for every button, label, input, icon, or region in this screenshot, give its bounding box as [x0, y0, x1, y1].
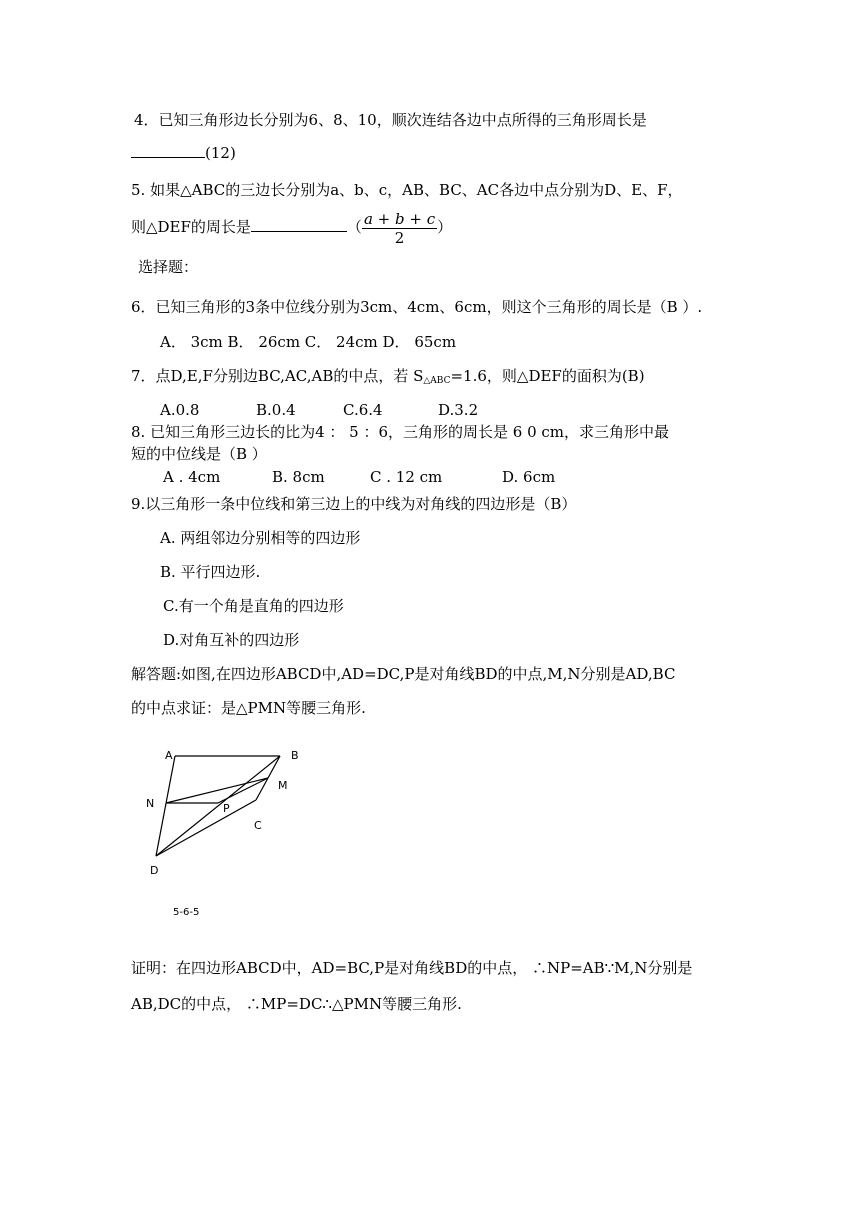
q7-option-d: D.3.2: [438, 401, 479, 419]
q5-fraction: [362, 210, 437, 247]
q8-option-b: B. 8cm: [272, 468, 325, 486]
q5-paren-close: ）: [437, 218, 453, 236]
proof-line2: AB,DC的中点， ∴MP=DC∴△PMN等腰三角形.: [131, 995, 462, 1013]
q9-stem: 9.以三角形一条中位线和第三边上的中线为对角线的四边形是（B）: [131, 495, 577, 513]
q7-option-c: C.6.4: [343, 401, 383, 419]
q4-answer-blank: [131, 143, 205, 158]
q9-option-a: A. 两组邻边分别相等的四边形: [160, 529, 361, 547]
q8-option-a: A . 4cm: [163, 468, 221, 486]
q5-frac-numerator: a + b + c: [363, 209, 436, 228]
figure-caption: 5-6-5: [173, 907, 200, 918]
proof-line1: 证明：在四边形ABCD中，AD=BC,P是对角线BD的中点， ∴NP=AB∵M,N分别是: [131, 959, 693, 977]
q9-option-d: D.对角互补的四边形: [163, 631, 300, 649]
q4-line1: 4．已知三角形边长分别为6、8、10，顺次连结各边中点所得的三角形周长是: [134, 111, 647, 129]
q7-stem-subscript: △ABC: [423, 376, 451, 386]
label-n: N: [146, 797, 155, 810]
q8-line2: 短的中位线是（B ）: [131, 445, 267, 463]
q6-options: A． 3cm B． 26cm C． 24cm D． 65cm: [160, 333, 457, 351]
label-c: C: [254, 819, 262, 832]
q8-line1: 8. 已知三角形三边长的比为4 ： 5 ：6，三角形的周长是 6 0 cm，求三角形中最: [131, 423, 670, 441]
q7-option-b: B.0.4: [256, 401, 296, 419]
q5-line2-prefix: 则△DEF的周长是: [131, 218, 251, 236]
q5-paren-open: （: [346, 218, 362, 236]
label-a: A: [165, 749, 173, 762]
q7-stem: [131, 366, 645, 391]
q8-option-c: C . 12 cm: [370, 468, 443, 486]
q9-option-b: B. 平行四边形.: [160, 563, 261, 581]
segment-nm: [166, 778, 268, 803]
quadrilateral-figure: [140, 745, 340, 885]
section-choice-heading: 选择题：: [138, 258, 199, 276]
q7-stem-a: 7．点D,E,F分别边BC,AC,AB的中点，若 S: [131, 367, 424, 385]
q4-answer: (12): [205, 144, 236, 162]
label-d: D: [150, 864, 159, 877]
label-p: P: [223, 802, 230, 815]
q7-option-a: A.0.8: [160, 401, 200, 419]
label-m: M: [278, 779, 288, 792]
label-b: B: [291, 749, 299, 762]
q7-stem-b: =1.6，则△DEF的面积为(B): [450, 367, 645, 385]
solve-line2: 的中点求证：是△PMN等腰三角形.: [131, 699, 366, 717]
q9-option-c: C.有一个角是直角的四边形: [163, 597, 344, 615]
q5-line1: 5. 如果△ABC的三边长分别为a、b、c，AB、BC、AC各边中点分别为D、E、F，: [131, 181, 683, 199]
q5-frac-denominator: 2: [394, 228, 405, 247]
q5-line2: [131, 208, 452, 247]
segment-cd: [156, 800, 256, 856]
segment-bd: [156, 756, 280, 856]
q8-option-d: D. 6cm: [502, 468, 556, 486]
q4-line2: [131, 143, 236, 163]
q6-stem: 6．已知三角形的3条中位线分别为3cm、4cm、6cm，则这个三角形的周长是（B ）.: [131, 298, 703, 316]
q5-answer-blank: [251, 217, 347, 232]
segment-ad: [156, 756, 175, 856]
solve-line1: 解答题:如图,在四边形ABCD中,AD=DC,P是对角线BD的中点,M,N分别是AD,BC: [131, 665, 676, 683]
